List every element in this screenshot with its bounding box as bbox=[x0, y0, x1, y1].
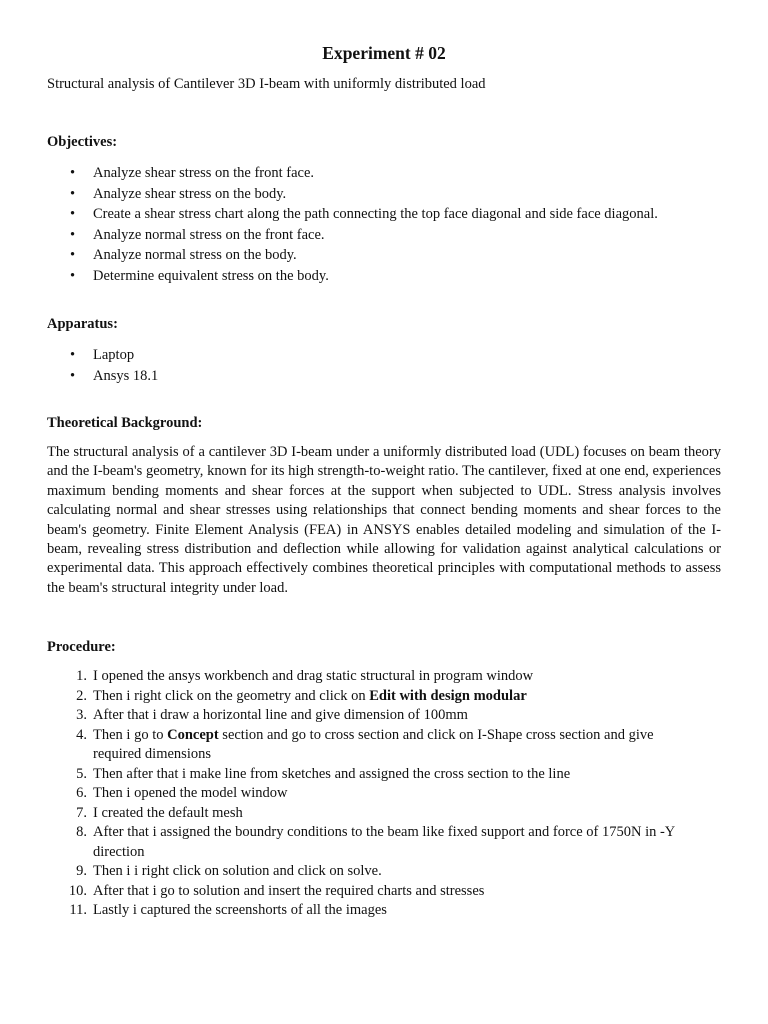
objectives-heading: Objectives: bbox=[47, 134, 118, 150]
page-title: Experiment # 02 bbox=[322, 43, 446, 63]
list-item: 4. Then i go to Concept section and go to cross section and click on I-Shape cross section and give required dimensions bbox=[76, 726, 654, 762]
list-item: 8. After that i assigned the boundry conditions to the beam like fixed support and force of 1750N in -Y direction bbox=[76, 824, 675, 860]
bullet-icon: • bbox=[70, 347, 76, 363]
procedure-list bbox=[47, 667, 697, 921]
bullet-icon: • bbox=[70, 165, 76, 181]
list-item: 7. I created the default mesh bbox=[76, 804, 243, 821]
bullet-icon: • bbox=[70, 267, 76, 284]
bullet-icon: • bbox=[70, 206, 76, 222]
bullet-icon: • bbox=[70, 226, 76, 243]
procedure-heading: Procedure: bbox=[47, 639, 116, 655]
background-heading: Theoretical Background: bbox=[47, 415, 203, 431]
list-item: 1. I opened the ansys workbench and drag static structural in program window bbox=[76, 668, 534, 684]
list-item: 10. After that i go to solution and insert the required charts and stresses bbox=[68, 882, 485, 899]
background-paragraph: The structural analysis of a cantilever 3D I-beam under a uniformly distributed load (UDL) focuses on beam theory and the I-beam's geometry, known for its high strength-to-weight ratio. The cantilever, fixed at one end, experiences maximum bending moments and shear forces at the support when subjected to UDL. Stress analysis involves calculating normal and shear stresses using relationships that connect bending moments and shear forces to the beam's geometry. Finite Element Analysis (FEA) in ANSYS enables detailed modeling and simulation of the I-beam, revealing stress distribution and deflection while allowing for validation against analytical calculations or experimental data. This approach effectively combines theoretical principles with computational methods to assess the beam's structural integrity under load. bbox=[47, 444, 721, 596]
list-item: 2. Then i right click on the geometry and click on Edit with design modular bbox=[76, 687, 527, 704]
list-item: • Analyze normal stress on the body. bbox=[47, 245, 727, 266]
list-item: • Create a shear stress chart along the path connecting the top face diagonal and side face diagonal. bbox=[47, 204, 727, 225]
apparatus-heading: Apparatus: bbox=[47, 316, 118, 332]
list-item: 6. Then i opened the model window bbox=[76, 785, 288, 801]
list-item: 9. Then i i right click on solution and click on solve. bbox=[76, 863, 382, 879]
objectives-list bbox=[47, 163, 727, 286]
list-item: • Determine equivalent stress on the body. bbox=[47, 266, 727, 287]
list-item: • Ansys 18.1 bbox=[47, 366, 727, 387]
list-item: 5. Then after that i make line from sketches and assigned the cross section to the line bbox=[76, 765, 571, 782]
bullet-icon: • bbox=[70, 247, 76, 263]
list-item: 3. After that i draw a horizontal line and give dimension of 100mm bbox=[76, 707, 468, 723]
bullet-icon: • bbox=[70, 367, 76, 384]
list-item: 11. Lastly i captured the screenshorts of all the images bbox=[69, 902, 387, 918]
apparatus-list bbox=[47, 345, 727, 386]
list-item: • Analyze shear stress on the body. bbox=[47, 184, 727, 205]
bullet-icon: • bbox=[70, 185, 76, 202]
list-item: • Analyze normal stress on the front face. bbox=[47, 225, 727, 246]
list-item: • Laptop bbox=[47, 345, 727, 366]
list-item: • Analyze shear stress on the front face. bbox=[47, 163, 727, 184]
page-subtitle: Structural analysis of Cantilever 3D I-beam with uniformly distributed load bbox=[47, 76, 486, 92]
